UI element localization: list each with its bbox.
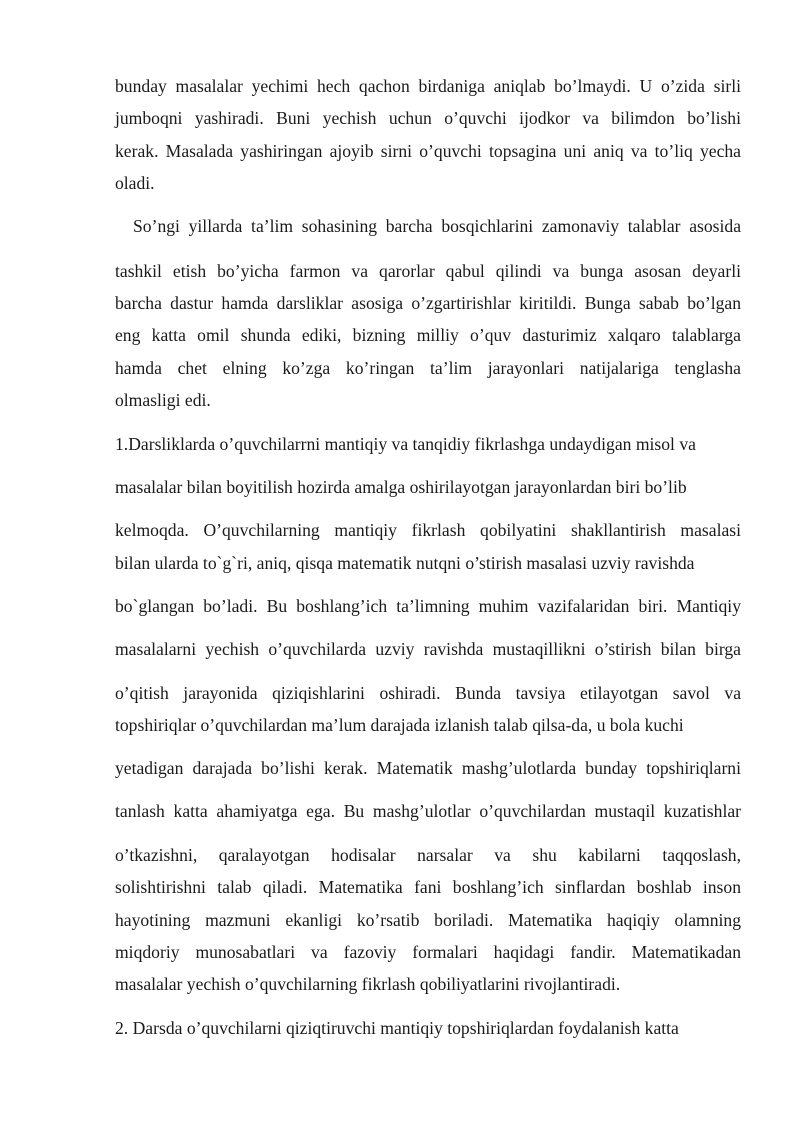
text-line: olmasligi edi.: [115, 390, 211, 410]
numbered-item-2: 2. Darsda o’quvchilarni qiziqtiruvchi mantiqiy topshiriqlardan foydalanish katta: [115, 1018, 679, 1038]
text-line: bunday masalalar yechimi hech qachon birdaniga aniqlab bo’lmaydi. U o’zida sirli: [115, 76, 741, 96]
text-line: masalalarni yechish o’quvchilarda uzviy ravishda mustaqillikni o’stirish bilan birga: [115, 639, 741, 659]
text-line: o’tkazishni, qaralayotgan hodisalar narsalar va shu kabilarni taqqoslash,: [115, 845, 741, 865]
text-line: masalalar bilan boyitilish hozirda amalga oshirilayotgan jarayonlardan biri bo’lib: [115, 477, 687, 497]
text-line: yetadigan darajada bo’lishi kerak. Matematik mashg’ulotlarda bunday topshiriqlarni: [115, 758, 741, 778]
text-line: topshiriqlar o’quvchilardan ma’lum darajada izlanish talab qilsa-da, u bola kuchi: [115, 715, 684, 735]
text-line: miqdoriy munosabatlari va fazoviy formalari haqidagi fandir. Matematikadan: [115, 942, 741, 962]
text-line: bilan ularda to`g`ri, aniq, qisqa matematik nutqni o’stirish masalasi uzviy ravishda: [115, 553, 695, 573]
text-line: kelmoqda. O’quvchilarning mantiqiy fikrlash qobilyatini shakllantirish masalasi: [115, 520, 741, 540]
text-line: oladi.: [115, 173, 155, 193]
text-line: tashkil etish bo’yicha farmon va qarorlar qabul qilindi va bunga asosan deyarli: [115, 261, 741, 281]
numbered-item-1: 1.Darsliklarda o’quvchilarrni mantiqiy va tanqidiy fikrlashga undaydigan misol va: [115, 434, 696, 454]
text-line: jumboqni yashiradi. Buni yechish uchun o’quvchi ijodkor va bilimdon bo’lishi: [115, 108, 741, 128]
text-line: barcha dastur hamda darsliklar asosiga o’zgartirishlar kiritildi. Bunga sabab bo’lgan: [115, 293, 741, 313]
paragraph-first-line: So’ngi yillarda ta’lim sohasining barcha bosqichlarini zamonaviy talablar asosida: [133, 216, 741, 236]
text-line: masalalar yechish o’quvchilarning fikrlash qobiliyatlarini rivojlantiradi.: [115, 974, 621, 994]
text-line: kerak. Masalada yashiringan ajoyib sirni o’quvchi topsagina uni aniq va to’liq yecha: [115, 141, 741, 161]
text-line: tanlash katta ahamiyatga ega. Bu mashg’ulotlar o’quvchilardan mustaqil kuzatishlar: [115, 801, 741, 821]
text-line: o’qitish jarayonida qiziqishlarini oshiradi. Bunda tavsiya etilayotgan savol va: [115, 683, 741, 703]
text-line: hayotining mazmuni ekanligi ko’rsatib boriladi. Matematika haqiqiy olamning: [115, 910, 741, 930]
text-line: bo`glangan bo’ladi. Bu boshlang’ich ta’limning muhim vazifalaridan biri. Mantiqiy: [115, 596, 741, 616]
text-line: eng katta omil shunda ediki, bizning milliy o’quv dasturimiz xalqaro talablarga: [115, 325, 741, 345]
text-line: solishtirishni talab qiladi. Matematika fani boshlang’ich sinflardan boshlab inson: [115, 877, 741, 897]
text-line: hamda chet elning ko’zga ko’ringan ta’lim jarayonlari natijalariga tenglasha: [115, 358, 741, 378]
